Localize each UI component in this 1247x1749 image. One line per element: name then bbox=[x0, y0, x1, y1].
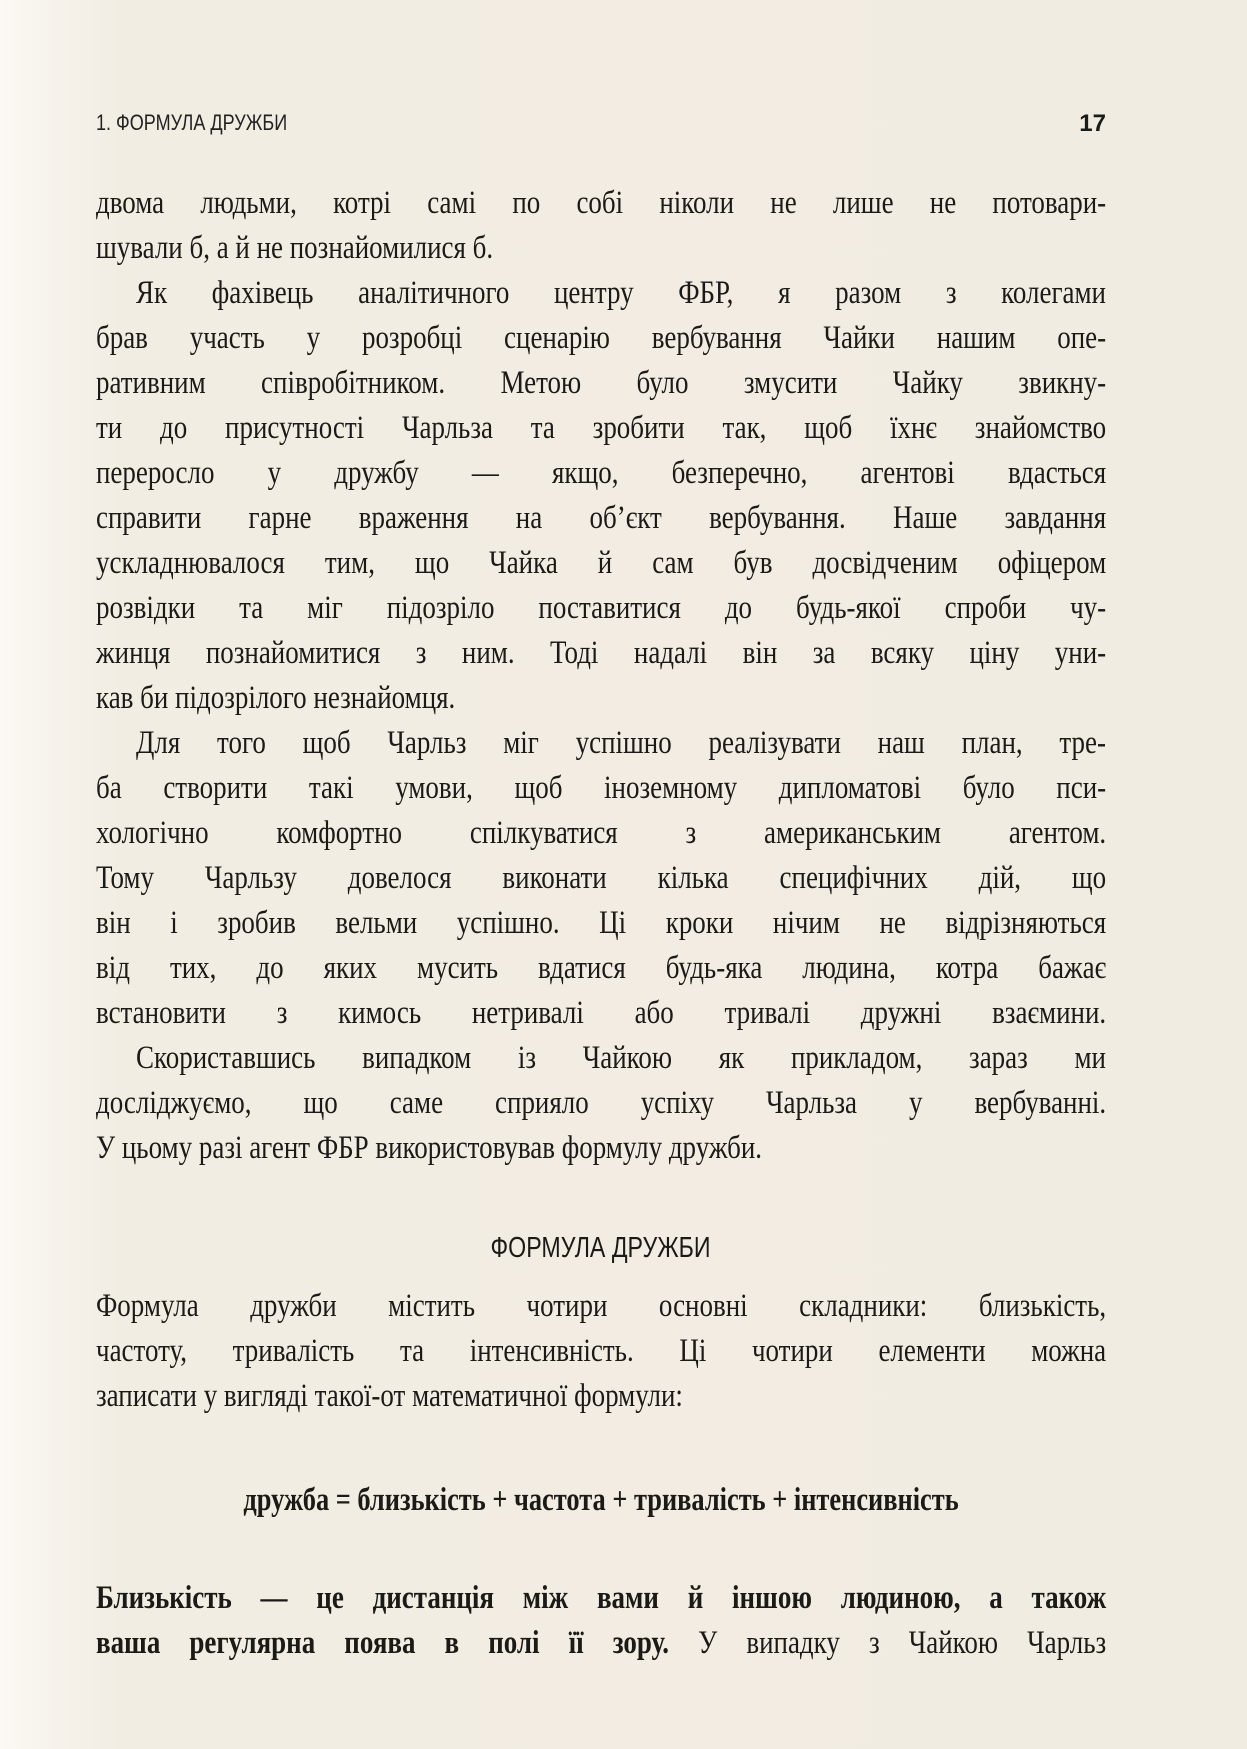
text-line-content: Тому Чарльзу довелося виконати кілька специфічних дій, що bbox=[96, 860, 1107, 896]
page-number: 17 bbox=[1079, 110, 1106, 137]
text-line bbox=[96, 1284, 1106, 1329]
text-line bbox=[96, 991, 1106, 1036]
text-line bbox=[96, 361, 1106, 406]
text-line-content: Як фахівець аналітичного центру ФБР, я разом з колегами bbox=[136, 275, 1106, 311]
text-line-content: встановити з кимось нетривалі або тривалі дружні взаємини. bbox=[96, 995, 1107, 1031]
definition-bold-text: ваша регулярна поява в полі її зору. bbox=[96, 1625, 670, 1661]
friendship-formula bbox=[96, 1478, 1106, 1522]
text-line bbox=[96, 1374, 1106, 1419]
text-line bbox=[96, 1329, 1106, 1374]
text-line bbox=[96, 451, 1106, 496]
text-line-content: Формула дружби містить чотири основні складники: близькість, bbox=[96, 1288, 1107, 1324]
running-head bbox=[96, 108, 1106, 142]
text-line bbox=[96, 541, 1106, 586]
text-line bbox=[96, 586, 1106, 631]
text-line-content: ти до присутності Чарльза та зробити так, щоб їхнє знайомство bbox=[96, 410, 1107, 446]
text-line bbox=[96, 676, 1106, 721]
text-line bbox=[96, 631, 1106, 676]
text-line-content: частоту, тривалість та інтенсивність. Ці чотири елементи можна bbox=[96, 1333, 1107, 1369]
section-heading bbox=[96, 1228, 1106, 1268]
paragraph-first-line bbox=[96, 271, 1106, 316]
text-line-content: він і зробив вельми успішно. Ці кроки нічим не відрізняються bbox=[96, 905, 1107, 941]
text-line-content: хологічно комфортно спілкуватися з американським агентом. bbox=[96, 815, 1107, 851]
text-line-content: жинця познайомитися з ним. Тоді надалі він за всяку ціну уни- bbox=[96, 635, 1107, 671]
text-line bbox=[96, 1126, 1106, 1171]
text-line bbox=[96, 766, 1106, 811]
text-line-content: справити гарне враження на об’єкт вербування. Наше завдання bbox=[96, 500, 1107, 536]
definition-regular-text: У випадку з Чайкою Чарльз bbox=[698, 1625, 1107, 1661]
text-line bbox=[96, 811, 1106, 856]
text-line-content: від тих, до яких мусить вдатися будь-яка людина, котра бажає bbox=[96, 950, 1107, 986]
text-line-content: двома людьми, котрі самі по собі ніколи не лише не потовари- bbox=[96, 185, 1107, 221]
text-line bbox=[96, 226, 1106, 271]
text-line-content: Скориставшись випадком із Чайкою як прикладом, зараз ми bbox=[136, 1040, 1106, 1076]
text-line bbox=[96, 1576, 1106, 1621]
paragraph-first-line bbox=[96, 721, 1106, 766]
section-intro bbox=[96, 1284, 1106, 1419]
text-line bbox=[96, 1081, 1106, 1126]
formula-text: дружба = близькість + частота + тривалість + інтенсивність bbox=[243, 1482, 959, 1518]
chapter-title: 1. ФОРМУЛА ДРУЖБИ bbox=[96, 110, 288, 135]
text-line bbox=[96, 1621, 1106, 1666]
text-line-content: кав би підозрілого незнайомця. bbox=[96, 680, 456, 716]
paragraph-first-line bbox=[96, 1036, 1106, 1081]
text-line bbox=[96, 946, 1106, 991]
text-line-content: Для того щоб Чарльз міг успішно реалізувати наш план, тре- bbox=[136, 725, 1106, 761]
text-line-content: ускладнювалося тим, що Чайка й сам був досвідченим офіцером bbox=[96, 545, 1107, 581]
text-line-content: записати у вигляді такої-от математичної формули: bbox=[96, 1378, 683, 1414]
text-line-content: переросло у дружбу — якщо, безперечно, агентові вдасться bbox=[96, 455, 1107, 491]
text-line bbox=[96, 406, 1106, 451]
text-line-content: шували б, а й не познайомилися б. bbox=[96, 230, 494, 266]
body-text bbox=[96, 181, 1106, 1171]
text-line-content: досліджуємо, що саме сприяло успіху Чарльза у вербуванні. bbox=[96, 1085, 1107, 1121]
text-line-content: брав участь у розробці сценарію вербування Чайки нашим опе- bbox=[96, 320, 1107, 356]
text-line bbox=[96, 316, 1106, 361]
definition-bold-text: Близькість — це дистанція між вами й іншою людиною, а також bbox=[96, 1580, 1107, 1616]
section-heading-text: ФОРМУЛА ДРУЖБИ bbox=[490, 1232, 712, 1264]
text-line bbox=[96, 856, 1106, 901]
text-line-content: ративним співробітником. Метою було змусити Чайку звикну- bbox=[96, 365, 1107, 401]
definition-paragraph bbox=[96, 1576, 1106, 1666]
text-line bbox=[96, 496, 1106, 541]
text-line-content: ба створити такі умови, щоб іноземному дипломатові було пси- bbox=[96, 770, 1107, 806]
text-line-content: У цьому разі агент ФБР використовував формулу дружби. bbox=[96, 1130, 763, 1166]
text-line bbox=[96, 901, 1106, 946]
text-line bbox=[96, 181, 1106, 226]
text-line-content: розвідки та міг підозріло поставитися до будь-якої спроби чу- bbox=[96, 590, 1107, 626]
